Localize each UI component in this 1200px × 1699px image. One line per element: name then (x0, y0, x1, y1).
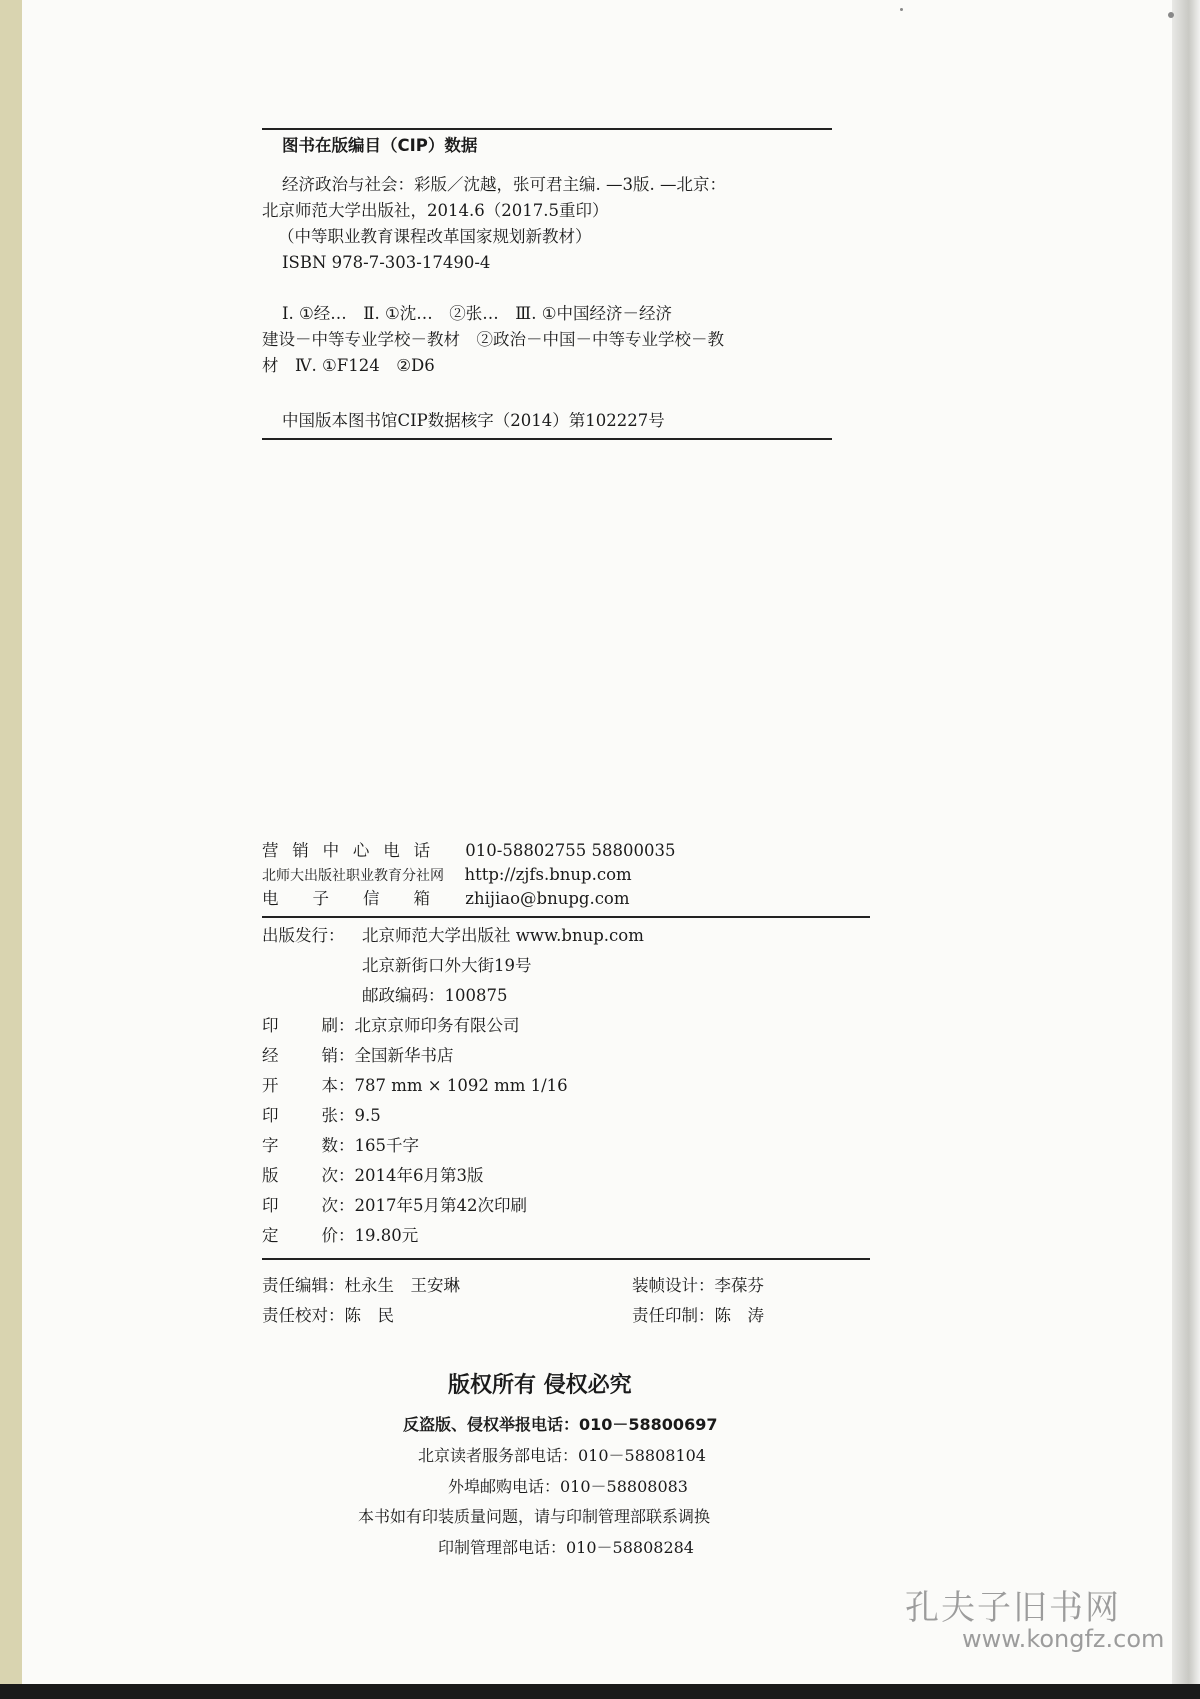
spec-row: 版 次：2014年6月第3版 (262, 1166, 484, 1185)
copyright-title: 版权所有 侵权必究 (448, 1373, 632, 1398)
spec-label: 印 次 (262, 1196, 338, 1215)
spec-value: 9.5 (354, 1106, 381, 1125)
contact-label: 北师大出版社职业教育分社网 (262, 868, 444, 884)
cip-line: 北京师范大学出版社，2014.6（2017.5重印） (262, 201, 609, 220)
cip-heading: 图书在版编目（CIP）数据 (282, 136, 478, 155)
copyright-mail-phone: 外埠邮购电话：010－58808083 (448, 1477, 688, 1496)
watermark-url: www.kongfz.com (962, 1625, 1165, 1653)
staff-print (632, 1305, 764, 1327)
cip-classification: 材 Ⅳ. ①F124 ②D6 (262, 356, 435, 375)
cip-isbn: ISBN 978-7-303-17490-4 (282, 253, 491, 272)
spec-label: 版 次 (262, 1166, 338, 1185)
spec-value: 北京京师印务有限公司 (354, 1016, 520, 1035)
contact-row (262, 840, 676, 862)
spec-row: 经 销：全国新华书店 (262, 1046, 454, 1065)
contact-label: 营销中心电话 (262, 841, 430, 860)
staff-editor (262, 1275, 460, 1297)
staff-value: 陈 民 (344, 1306, 394, 1325)
spec-row: 印 刷：北京京师印务有限公司 (262, 1016, 520, 1035)
specs-rule (262, 1258, 870, 1260)
spec-row: 印 张：9.5 (262, 1106, 381, 1125)
spec-label: 经 销 (262, 1046, 338, 1065)
publisher-name: 北京师范大学出版社 www.bnup.com (362, 926, 644, 945)
spec-value: 19.80元 (354, 1226, 419, 1245)
staff-label: 责任印制： (632, 1306, 715, 1325)
spec-value: 2017年5月第42次印刷 (354, 1196, 527, 1215)
cip-line: 经济政治与社会：彩版／沈越，张可君主编. —3版. —北京： (282, 175, 726, 194)
cip-bottom-rule (262, 438, 832, 440)
spec-value: 165千字 (354, 1136, 419, 1155)
contact-row (262, 864, 632, 887)
staff-value: 李葆芬 (714, 1276, 764, 1295)
cip-verify-number: 中国版本图书馆CIP数据核字（2014）第102227号 (282, 411, 665, 430)
watermark-logo: 孔夫子旧书网 (905, 1588, 1121, 1628)
spec-row: 字 数：165千字 (262, 1136, 419, 1155)
spec-value: 2014年6月第3版 (354, 1166, 484, 1185)
cip-line: （中等职业教育课程改革国家规划新教材） (278, 227, 592, 246)
staff-value: 杜永生 王安琳 (344, 1276, 460, 1295)
page-edge (1172, 0, 1200, 1699)
scan-speck (1168, 12, 1174, 18)
staff-design (632, 1275, 764, 1297)
copyright-reader-phone: 北京读者服务部电话：010－58808104 (418, 1446, 706, 1465)
spec-label: 印 张 (262, 1106, 338, 1125)
contact-value: zhijiao@bnupg.com (465, 889, 630, 908)
publisher-label: 出版发行： (262, 926, 345, 945)
spec-label: 定 价 (262, 1226, 338, 1245)
contact-value: http://zjfs.bnup.com (464, 865, 632, 884)
contact-value: 010-58802755 58800035 (465, 841, 676, 860)
staff-label: 装帧设计： (632, 1276, 715, 1295)
copyright-print-dept-phone: 印制管理部电话：010－58808284 (438, 1538, 694, 1557)
scan-speck (900, 8, 903, 11)
copyright-piracy-phone: 反盗版、侵权举报电话：010－58800697 (403, 1415, 718, 1434)
contact-row (262, 888, 630, 910)
cip-classification: 建设－中等专业学校－教材 ②政治－中国－中等专业学校－教 (262, 330, 724, 349)
cip-top-rule (262, 128, 832, 130)
cip-classification: Ⅰ. ①经… Ⅱ. ①沈… ②张… Ⅲ. ①中国经济－经济 (282, 304, 672, 323)
spec-label: 字 数 (262, 1136, 338, 1155)
publisher-address: 北京新街口外大街19号 (362, 956, 532, 975)
contact-label: 电子信箱 (262, 889, 430, 908)
copyright-quality-notice: 本书如有印装质量问题，请与印制管理部联系调换 (358, 1507, 711, 1526)
scan-border (0, 1684, 1200, 1699)
staff-value: 陈 涛 (714, 1306, 764, 1325)
staff-proof (262, 1305, 394, 1327)
staff-label: 责任编辑： (262, 1276, 345, 1295)
spec-label: 开 本 (262, 1076, 338, 1095)
spec-value: 787 mm × 1092 mm 1/16 (354, 1076, 568, 1095)
spec-value: 全国新华书店 (354, 1046, 454, 1065)
contacts-rule (262, 916, 870, 918)
spec-row: 印 次：2017年5月第42次印刷 (262, 1196, 527, 1215)
spec-row: 定 价：19.80元 (262, 1226, 419, 1245)
publisher-postcode: 邮政编码：100875 (362, 986, 508, 1005)
staff-label: 责任校对： (262, 1306, 345, 1325)
spec-row: 开 本：787 mm × 1092 mm 1/16 (262, 1076, 568, 1095)
spec-label: 印 刷 (262, 1016, 338, 1035)
